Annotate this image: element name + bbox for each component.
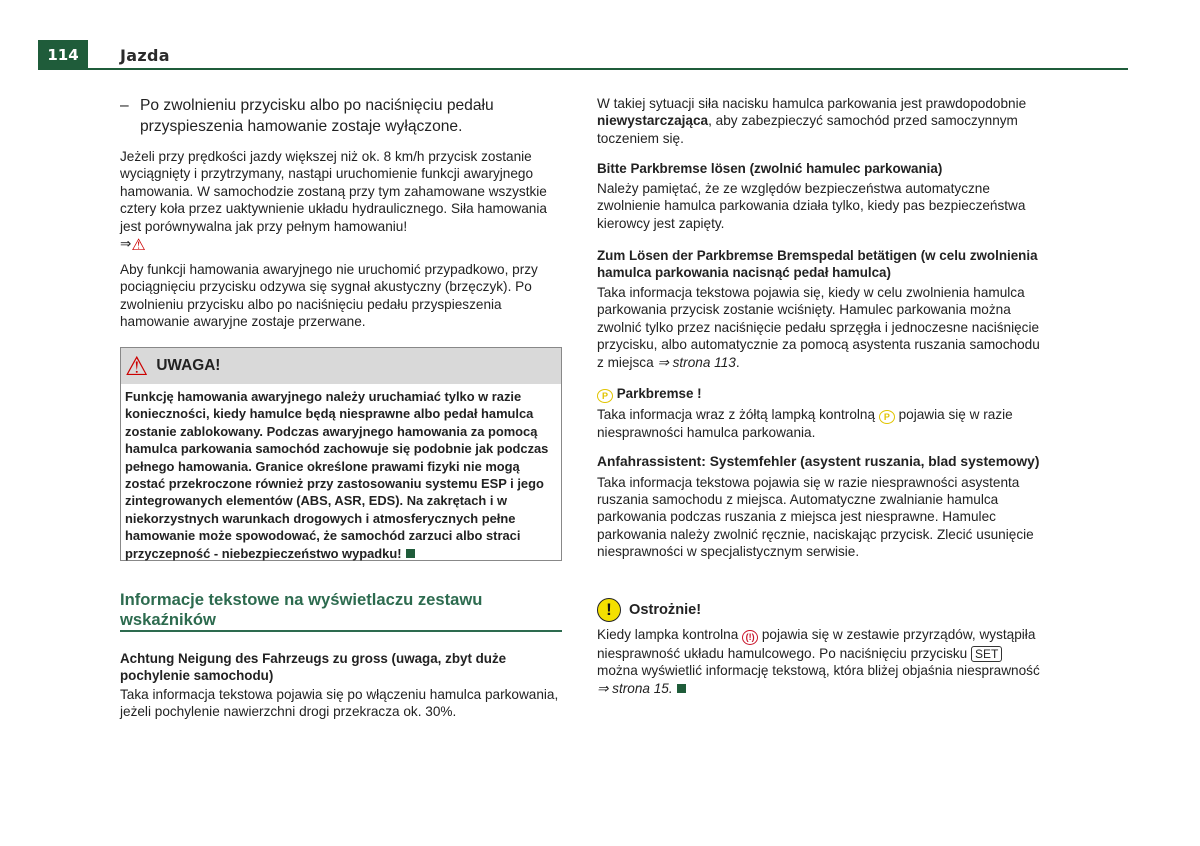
para-emergency-braking <box>120 148 562 254</box>
page-header <box>38 40 1128 70</box>
subsection-start-assist <box>597 453 1042 561</box>
subsection-title: Achtung Neigung des Fahrzeugs zu gross (uwaga, zbyt duże pochylenie samochodu) <box>120 651 507 683</box>
section-heading: Informacje tekstowe na wyświetlaczu zestawu wskaźników <box>120 590 483 629</box>
subsection-text: Taka informacja tekstowa pojawia się po włączeniu hamulca parkowania, jeżeli pochylenie nawierzchni drogi przekracza ok. 30%. <box>120 687 559 720</box>
section-title: Jazda <box>120 46 170 65</box>
subsection-text-a: Taka informacja wraz z żółtą lampką kontrolną <box>597 407 876 422</box>
caution-text-b: pojawia się w zestawie przyrządów, wystąpiła niesprawność układu hamulcowego. Po naciśnięciu przycisku <box>597 627 1036 661</box>
subsection-parkbremse <box>597 385 1042 441</box>
para0-text-a: W takiej sytuacji siła nacisku hamulca parkowania jest prawdopodobnie <box>597 96 1027 111</box>
para2-text: Aby funkcji hamowania awaryjnego nie uruchomić przypadkowo, przy pociągnięciu przycisku odzywa się sygnał akustyczny (brzęczyk). Po zwolnieniu przycisku albo po naciśnięciu pedału przyspieszenia hamowanie awaryjne zostaje przerwane. <box>120 262 538 330</box>
dash-list-item <box>120 95 562 137</box>
dash-item-text: Po zwolnieniu przycisku albo po naciśnięciu pedału przyspieszenia hamowanie zostaje wyłączone. <box>140 97 494 135</box>
subsection-text-b: pojawia się w razie niesprawności hamulca parkowania. <box>597 407 1013 440</box>
page-number: 114 <box>38 40 88 70</box>
subsection-text: Taka informacja tekstowa pojawia się, kiedy w celu zwolnienia hamulca parkowania przycisk zostanie wciśnięty. Hamulec parkowania można zwolnić tylko przez naciśnięcie pedału sprzęgła i jednoczesne naciśnięcie przycisku, albo automatycznie za pomocą asystenta ruszania samochodu z miejsca <box>597 285 1040 370</box>
caution-label: Ostrożnie! <box>629 602 702 618</box>
caution-text-a: Kiedy lampka kontrolna <box>597 627 739 642</box>
warning-box <box>120 347 562 561</box>
parking-brake-warning-icon: P <box>597 389 613 403</box>
set-key: SET <box>971 646 1002 662</box>
subsection-brake-pedal: Zum Lösen der Parkbremse Bremspedal betätigen (w celu zwolnienia hamulca parkowania nacisnąć pedał hamulca) Taka informacja tekstowa pojawia się, kiedy w celu zwolnienia hamulca parkowania przycisk zostanie wciśnięty. Hamulec parkowania można zwolnić tylko przez naciśnięcie pedału sprzęgła i jednoczesne naciśnięcie przycisku, albo automatycznie za pomocą asystenta ruszania samochodu z miejsca ⇒ strona 113. <box>597 247 1042 371</box>
para0-bold: niewystarczająca <box>597 113 709 129</box>
page-reference-link[interactable]: ⇒ strona 113 <box>657 354 736 370</box>
para0-text-b: , aby zabezpieczyć samochód przed samoczynnym toczeniem się. <box>597 113 1018 146</box>
warning-body <box>121 384 561 562</box>
warning-triangle-icon: ⚠ <box>131 237 146 255</box>
subsection-release-parkbrake <box>597 160 1042 232</box>
warning-label: UWAGA! <box>156 357 221 374</box>
subsection-text: Taka informacja tekstowa pojawia się w razie niesprawności asystenta ruszania samochodu z miejsca. Automatyczne zwalnianie hamulca parkowania podczas ruszania z miejsca jest niesprawne. Hamulec parkowania należy zwolnić ręcznie, naciskając przycisk. Zlecić usunięcie niesprawności w specjalistycznym serwisie. <box>597 474 1034 560</box>
parking-brake-warning-icon: P <box>879 410 895 424</box>
end-of-section-marker <box>677 684 686 693</box>
caution-section <box>597 598 1042 697</box>
subsection-tilt <box>120 650 562 721</box>
warning-triangle-icon: ⚠ <box>125 351 149 381</box>
ref-arrow: ⇒ <box>120 236 132 252</box>
warning-text: Funkcję hamowania awaryjnego należy uruchamiać tylko w razie konieczności, kiedy hamulce będą niesprawne albo pedał hamulca zostanie zablokowany. Podczas awaryjnego hamowania za pomocą hamulca parkowania samochód zachowuje się podobnie jak podczas pełnego hamowania. Granice określone prawami fizyki nie mogą zostać przekroczone również przy zastosowaniu systemu ESP i jego zintegrowanych elementów (ABS, ASR, EDS). Na zakrętach i w niekorzystnych warunkach drogowych i atmosferycznych pełne hamowanie może spowodować, że samochód zarzuci albo straci przyczepność - niebezpieczeństwo wypadku! <box>125 389 549 561</box>
caution-text-c: można wyświetlić informację tekstową, która bliżej objaśnia niesprawność <box>597 663 1040 679</box>
end-of-section-marker <box>406 549 415 558</box>
caution-exclamation-icon: ! <box>597 598 621 622</box>
subsection-title: Bitte Parkbremse lösen (zwolnić hamulec parkowania) <box>597 161 943 176</box>
subsection-title: Zum Lösen der Parkbremse Bremspedal betätigen (w celu zwolnienia hamulca parkowania nacisnąć pedał hamulca) <box>597 248 1038 280</box>
subsection-title: Parkbremse ! <box>616 386 702 401</box>
para1-text: Jeżeli przy prędkości jazdy większej niż ok. 8 km/h przycisk zostanie wyciągnięty i przytrzymany, nastąpi uruchomienie funkcji awaryjnego hamowania. W samochodzie zostaną przy tym zahamowane wszystkie cztery koła przez uaktywnienie układu hydraulicznego. Siła hamowania jest porównywalna jak przy pełnym hamowaniu! <box>120 149 547 234</box>
para-accidental-activation <box>120 261 562 331</box>
page-reference-link[interactable]: ⇒ strona 15. <box>597 680 673 696</box>
subsection-title: Anfahrassistent: Systemfehler (asystent ruszania, blad systemowy) <box>597 454 1040 469</box>
header-rule <box>88 68 1128 70</box>
para-insufficient-force <box>597 95 1042 147</box>
brake-warning-icon: (!) <box>742 630 758 645</box>
subsection-text: Należy pamiętać, że ze względów bezpieczeństwa automatyczne zwolnienie hamulca parkowania działa tylko, kiedy pas bezpieczeństwa kierowcy jest zapięty. <box>597 181 1026 231</box>
section-heading-rule <box>120 630 562 632</box>
warning-header <box>121 348 561 384</box>
dash-bullet: – <box>120 97 129 114</box>
